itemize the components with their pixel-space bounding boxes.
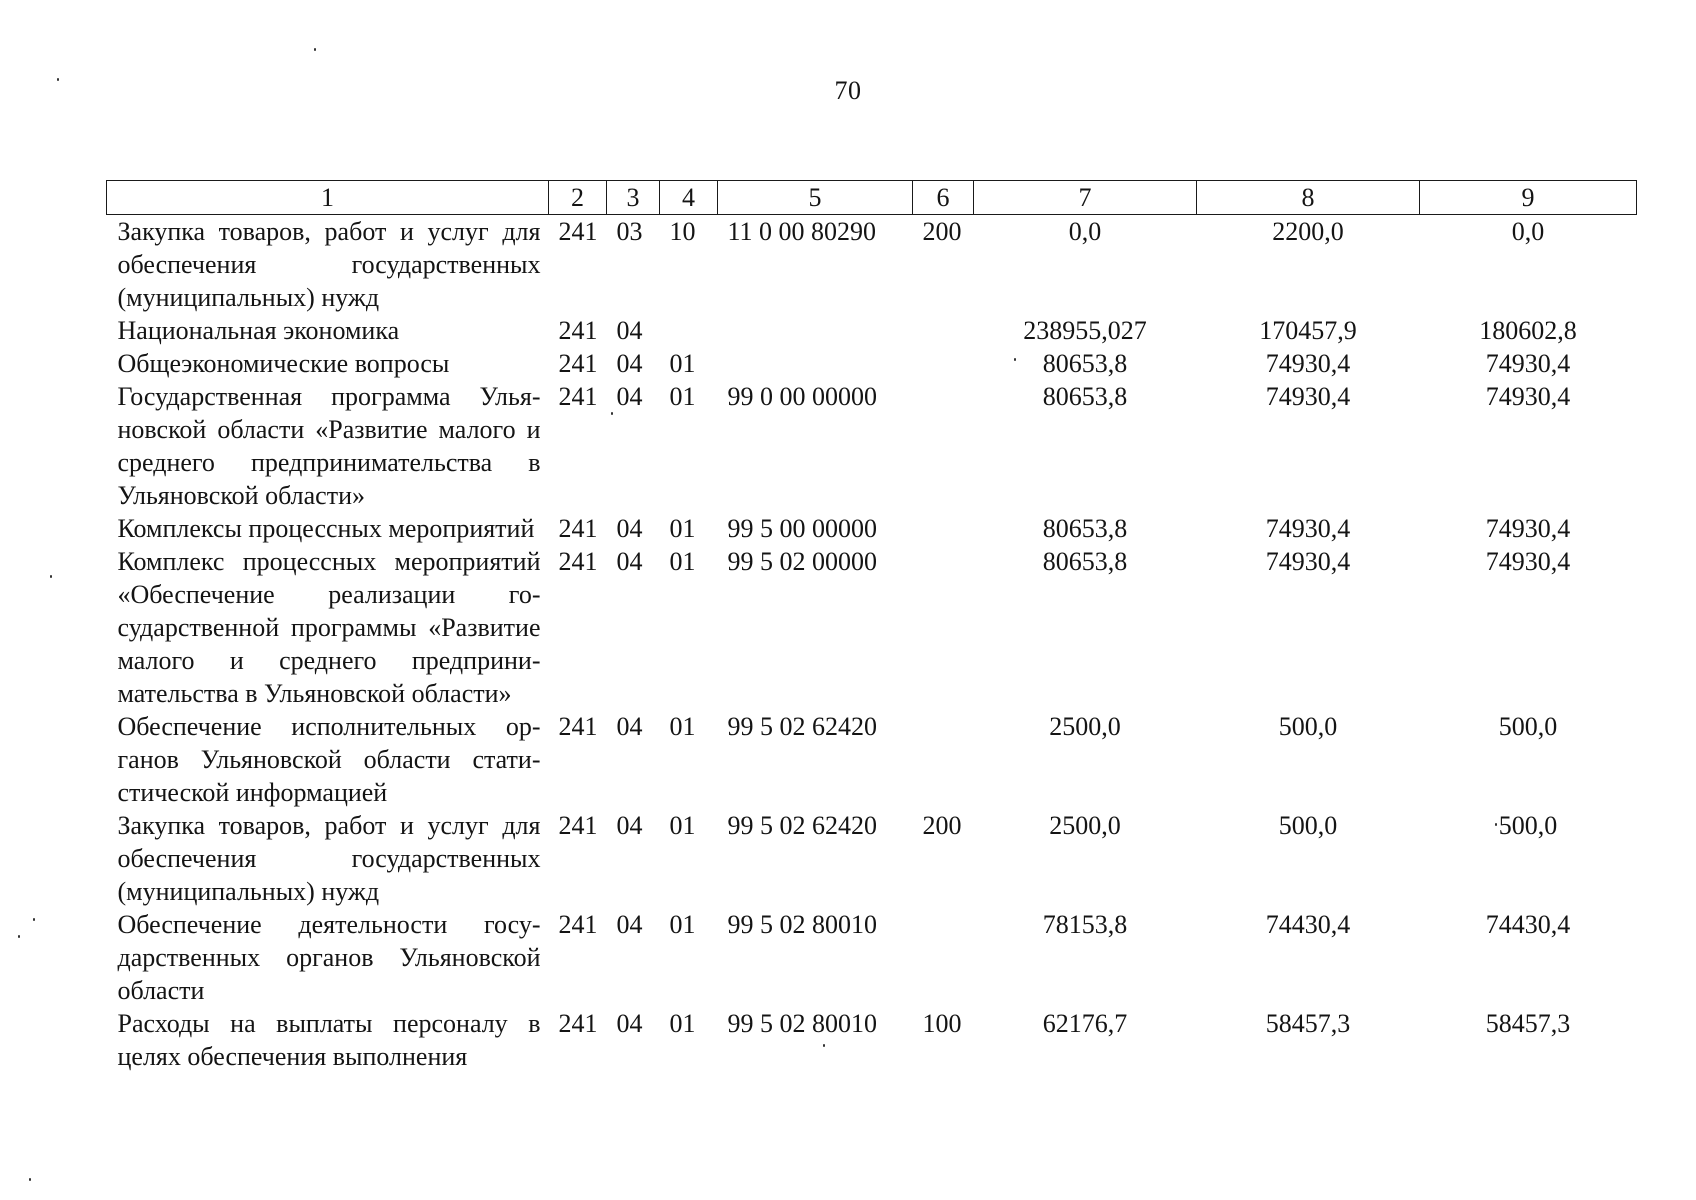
scan-speck — [1014, 358, 1016, 361]
expense-name: Национальная экономика — [117, 316, 400, 345]
amount-col-8: 58457,3 — [1265, 1009, 1351, 1038]
amount-col-9: 180602,8 — [1479, 316, 1577, 345]
amount-col-9: 74930,4 — [1485, 382, 1571, 411]
expense-type-code: 100 — [922, 1009, 962, 1038]
expense-name: Закупка товаров, работ и услуг для обеспечения государственных (муниципальных) нужд — [117, 217, 541, 312]
ministry-code: 241 — [558, 382, 598, 411]
amount-col-7: 2500,0 — [1049, 811, 1121, 840]
subsection-code: 10 — [669, 217, 696, 246]
header-cell-5: 5 — [718, 181, 913, 215]
table-row — [107, 545, 1637, 710]
amount-col-7: 80653,8 — [1042, 514, 1128, 543]
section-code: 03 — [616, 217, 643, 246]
scan-speck — [18, 935, 20, 938]
expense-type-code — [913, 908, 974, 1007]
section-code: 04 — [616, 382, 643, 411]
amount-col-7: 238955,027 — [1023, 316, 1147, 345]
amount-col-9: 0,0 — [1511, 217, 1545, 246]
expense-name: Закупка товаров, работ и услуг для обеспечения государственных (муниципальных) нужд — [117, 811, 541, 906]
subsection-code: 01 — [669, 1009, 696, 1038]
target-article-code — [718, 347, 913, 380]
target-article-code: 99 0 00 00000 — [727, 382, 877, 411]
target-article-code: 99 5 02 80010 — [727, 910, 877, 939]
amount-col-8: 74930,4 — [1265, 349, 1351, 378]
section-code: 04 — [616, 811, 643, 840]
table-row — [107, 215, 1637, 315]
section-code: 04 — [616, 514, 643, 543]
ministry-code: 241 — [558, 217, 598, 246]
amount-col-8: 74930,4 — [1265, 547, 1351, 576]
subsection-code — [660, 314, 718, 347]
expense-type-code — [913, 545, 974, 710]
scan-speck — [314, 48, 316, 51]
amount-col-7: 80653,8 — [1042, 349, 1128, 378]
target-article-code — [718, 314, 913, 347]
ministry-code: 241 — [558, 1009, 598, 1038]
subsection-code: 01 — [669, 712, 696, 741]
header-cell-4: 4 — [660, 181, 718, 215]
expense-name: Общеэкономические вопросы — [117, 349, 450, 378]
amount-col-7: 2500,0 — [1049, 712, 1121, 741]
amount-col-9: 500,0 — [1498, 712, 1558, 741]
ministry-code: 241 — [558, 514, 598, 543]
table-row — [107, 347, 1637, 380]
section-code: 04 — [616, 1009, 643, 1038]
amount-col-7: 80653,8 — [1042, 382, 1128, 411]
header-cell-1: 1 — [107, 181, 549, 215]
header-cell-2: 2 — [549, 181, 607, 215]
amount-col-8: 74430,4 — [1265, 910, 1351, 939]
amount-col-9: 74430,4 — [1485, 910, 1571, 939]
target-article-code: 99 5 02 62420 — [727, 811, 877, 840]
budget-table — [106, 180, 1637, 1073]
header-cell-8: 8 — [1197, 181, 1420, 215]
expense-name: Расходы на выплаты персоналу в целях обеспечения выполнения — [117, 1009, 541, 1071]
scan-speck — [611, 412, 613, 415]
amount-col-8: 500,0 — [1278, 811, 1338, 840]
target-article-code: 99 5 02 80010 — [727, 1009, 877, 1038]
subsection-code: 01 — [669, 514, 696, 543]
amount-col-7: 0,0 — [1068, 217, 1102, 246]
header-cell-9: 9 — [1420, 181, 1637, 215]
amount-col-9: 500,0 — [1498, 811, 1558, 840]
scan-speck — [50, 575, 52, 578]
ministry-code: 241 — [558, 712, 598, 741]
target-article-code: 99 5 02 00000 — [727, 547, 877, 576]
table-row — [107, 1007, 1637, 1073]
target-article-code: 99 5 00 00000 — [727, 514, 877, 543]
amount-col-7: 62176,7 — [1042, 1009, 1128, 1038]
section-code: 04 — [616, 712, 643, 741]
amount-col-8: 74930,4 — [1265, 514, 1351, 543]
subsection-code: 01 — [669, 910, 696, 939]
expense-type-code: 200 — [922, 217, 962, 246]
expense-name: Комплекс процессных мероприятий «Обеспечение реализации государственной программы «Развитие малого и среднего предпринимательства в Ульяновской области» — [117, 547, 541, 708]
expense-type-code — [913, 314, 974, 347]
scan-speck — [823, 1044, 825, 1047]
header-cell-7: 7 — [974, 181, 1197, 215]
amount-col-8: 170457,9 — [1259, 316, 1357, 345]
expense-name: Обеспечение деятельности государственных органов Ульяновской области — [117, 910, 541, 1005]
section-code: 04 — [616, 316, 643, 345]
section-code: 04 — [616, 547, 643, 576]
table-header-row — [107, 181, 1637, 215]
scan-speck — [57, 78, 59, 81]
section-code: 04 — [616, 349, 643, 378]
amount-col-7: 80653,8 — [1042, 547, 1128, 576]
expense-type-code — [913, 512, 974, 545]
target-article-code: 99 5 02 62420 — [727, 712, 877, 741]
table-row — [107, 380, 1637, 512]
table-row — [107, 809, 1637, 908]
expense-type-code — [913, 347, 974, 380]
subsection-code: 01 — [669, 349, 696, 378]
header-cell-6: 6 — [913, 181, 974, 215]
table-row — [107, 710, 1637, 809]
subsection-code: 01 — [669, 811, 696, 840]
expense-type-code — [913, 380, 974, 512]
ministry-code: 241 — [558, 547, 598, 576]
expense-name: Государственная программа Ульяновской области «Развитие малого и среднего предпринимательства в Ульяновской области» — [117, 382, 541, 510]
ministry-code: 241 — [558, 316, 598, 345]
amount-col-9: 74930,4 — [1485, 547, 1571, 576]
expense-type-code — [913, 710, 974, 809]
ministry-code: 241 — [558, 349, 598, 378]
amount-col-7: 78153,8 — [1042, 910, 1128, 939]
ministry-code: 241 — [558, 811, 598, 840]
amount-col-8: 74930,4 — [1265, 382, 1351, 411]
ministry-code: 241 — [558, 910, 598, 939]
amount-col-9: 74930,4 — [1485, 349, 1571, 378]
expense-name: Комплексы процессных мероприятий — [117, 514, 535, 543]
scan-speck — [33, 918, 35, 921]
amount-col-8: 500,0 — [1278, 712, 1338, 741]
header-cell-3: 3 — [607, 181, 660, 215]
subsection-code: 01 — [669, 382, 696, 411]
section-code: 04 — [616, 910, 643, 939]
amount-col-8: 2200,0 — [1272, 217, 1344, 246]
expense-type-code: 200 — [922, 811, 962, 840]
page-number: 70 — [834, 76, 862, 105]
expense-name: Обеспечение исполнительных органов Ульяновской области статистической информацией — [117, 712, 541, 807]
amount-col-9: 74930,4 — [1485, 514, 1571, 543]
scan-speck — [1495, 823, 1497, 826]
amount-col-9: 58457,3 — [1485, 1009, 1571, 1038]
table-row — [107, 908, 1637, 1007]
target-article-code: 11 0 00 80290 — [727, 217, 877, 246]
table-row — [107, 512, 1637, 545]
scan-speck — [29, 1178, 31, 1181]
table-row — [107, 314, 1637, 347]
subsection-code: 01 — [669, 547, 696, 576]
